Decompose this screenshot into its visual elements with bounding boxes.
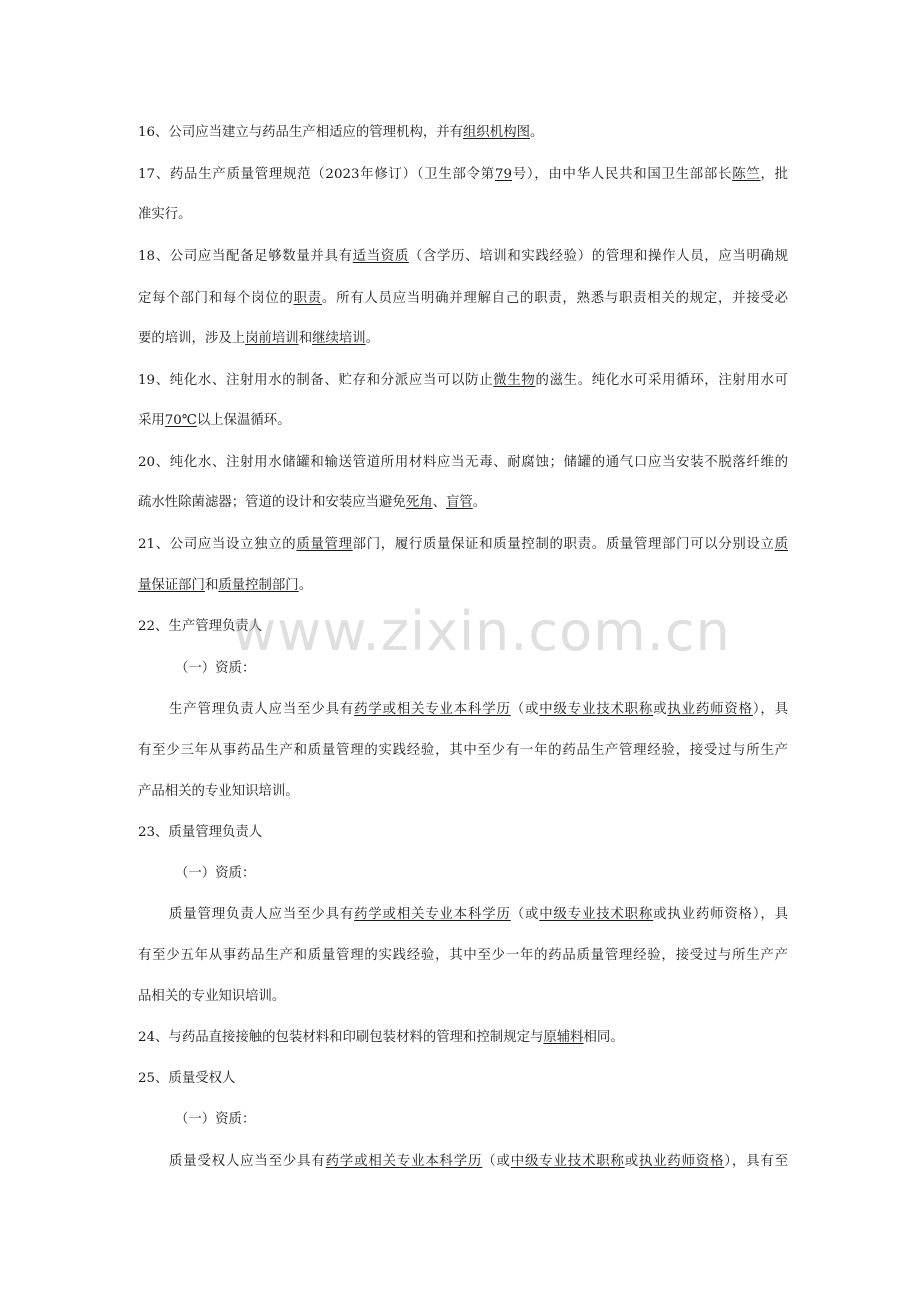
term-qualification: 适当资质 [352,249,409,264]
text: 。所有人员应当明确并理解自己的职责，熟悉与职责相关的规定，并接受必 [321,291,788,306]
text: 准实行。 [138,207,192,222]
text: 20、纯化水、注射用水储罐和输送管道所用材料应当无毒、耐腐蚀；储罐的通气口应当安装不脱落纤维的 [138,455,788,470]
text: 的滋生。纯化水可采用循环，注射用水可 [535,373,788,388]
term-quality-management: 质量管理 [296,537,353,552]
text: 质量受权人应当至少具有 [169,1154,326,1169]
text: 质量管理负责人应当至少具有 [169,907,355,922]
text: 有至少五年从事药品生产和质量管理的实践经验，其中至少一年的药品质量管理经验，接受过与所生产产 [138,948,788,963]
item-19-line-2 [138,412,788,430]
text: 产品相关的专业知识培训。 [138,784,299,799]
text: 疏水性除菌滤器；管道的设计和安装应当避免 [138,495,406,510]
item-20-line-2 [138,494,788,512]
item-23-subheading [175,865,788,883]
term-duty: 职责 [293,291,322,306]
text: 采用 [138,413,165,428]
text: ，批 [760,167,788,182]
term-raw-materials: 原辅料 [543,1030,584,1045]
item-21-line-1 [138,536,788,554]
term-degree: 药学或相关专业本科学历 [354,907,511,922]
text: 16、公司应当建立与药品生产相适应的管理机构，并有 [138,125,464,140]
text: 定每个部门和每个岗位的 [138,291,294,306]
text: 。 [298,578,313,593]
item-18-line-1 [138,248,788,266]
term-pharmacist: 执业药师资格 [638,1154,725,1169]
term-title: 中级专业技术职称 [539,907,654,922]
term-blind-pipe: 盲管 [445,495,473,510]
term-temperature: 70℃ [164,413,197,428]
term-dead-angle: 死角 [405,495,433,510]
item-18-line-2 [138,290,788,308]
term-minister-name: 陈竺 [732,167,761,182]
text: 和 [298,331,313,346]
item-22-subheading [175,660,788,678]
item-16-line-1 [138,124,788,142]
text: 部门，履行质量保证和质量控制的职责。质量管理部门可以分别设立 [352,537,775,552]
text: （一）资质： [175,1112,256,1127]
term-degree: 药学或相关专业本科学历 [325,1154,483,1169]
term-title: 中级专业技术职称 [539,702,654,717]
text: （或 [482,1154,511,1169]
item-25-subheading [175,1111,788,1129]
item-23-para-line-1 [169,906,788,924]
item-25-para-line-1 [169,1153,788,1171]
term-pre-job-training: 岗前培训 [245,331,299,346]
term-degree: 药学或相关专业本科学历 [354,702,511,717]
text: 17、药品生产质量管理规范（2023年修订）（卫生部令第 [138,167,495,182]
item-18-line-3 [138,330,788,348]
text: 21、公司应当设立独立的 [138,537,297,552]
term-continuing-training: 继续培训 [312,331,366,346]
item-22-para-line-1 [169,701,788,719]
text: 相同。 [583,1030,624,1045]
item-22-para-line-3 [138,783,788,801]
text: 生产管理负责人应当至少具有 [169,702,355,717]
watermark: www.zixin.com.cn [232,600,731,663]
text: 。 [472,495,487,510]
text: 19、纯化水、注射用水的制备、贮存和分派应当可以防止 [138,373,494,388]
text: （一）资质： [175,866,256,881]
text: 或 [624,1154,639,1169]
term-quality-assurance-dept: 量保证部门 [138,578,205,593]
term-quality-assurance-start: 质 [774,537,788,552]
text: （含学历、培训和实践经验）的管理和操作人员，应当明确规 [408,249,788,264]
text: 18、公司应当配备足够数量并具有 [138,249,353,264]
text: 。 [529,125,544,140]
text: （一）资质： [175,661,256,676]
text: ），具有至 [724,1154,788,1169]
text: 或 [653,702,668,717]
text: 、 [432,495,446,510]
item-21-line-2 [138,577,788,595]
text: （或 [510,907,540,922]
term-pharmacist: 执业药师资格 [667,702,753,717]
text: 品相关的专业知识培训。 [138,989,286,1004]
item-19-line-1 [138,372,788,390]
term-quality-control-dept: 质量控制部门 [218,578,299,593]
item-23-para-line-2 [138,947,788,965]
text: 和 [204,578,219,593]
item-25-heading [138,1070,788,1088]
text: 22、生产管理负责人 [138,619,263,634]
term-microorganism: 微生物 [493,373,536,388]
item-24-line-1 [138,1029,788,1047]
item-23-heading [138,824,788,842]
item-17-line-2 [138,206,788,224]
term-title: 中级专业技术职称 [510,1154,625,1169]
item-22-para-line-2 [138,742,788,760]
text: 要的培训，涉及上 [138,331,246,346]
term-org-chart: 组织机构图 [463,125,530,140]
item-17-line-1 [138,166,788,184]
text: 有至少三年从事药品生产和质量管理的实践经验，其中至少有一年的药品生产管理经验，接受过与所生产 [138,743,788,758]
text: ），具 [752,702,788,717]
item-23-para-line-3 [138,988,788,1006]
item-22-heading [138,618,788,636]
text: 号），由中华人民共和国卫生部部长 [511,167,733,182]
text: 。 [365,331,380,346]
term-order-number: 79 [494,167,512,182]
text: 25、质量受权人 [138,1071,236,1086]
text: 以上保温循环。 [196,413,291,428]
text: 23、质量管理负责人 [138,825,263,840]
item-20-line-1 [138,454,788,472]
text: 或执业药师资格），具 [653,907,788,922]
text: 24、与药品直接接触的包装材料和印刷包装材料的管理和控制规定与 [138,1030,544,1045]
text: （或 [510,702,540,717]
